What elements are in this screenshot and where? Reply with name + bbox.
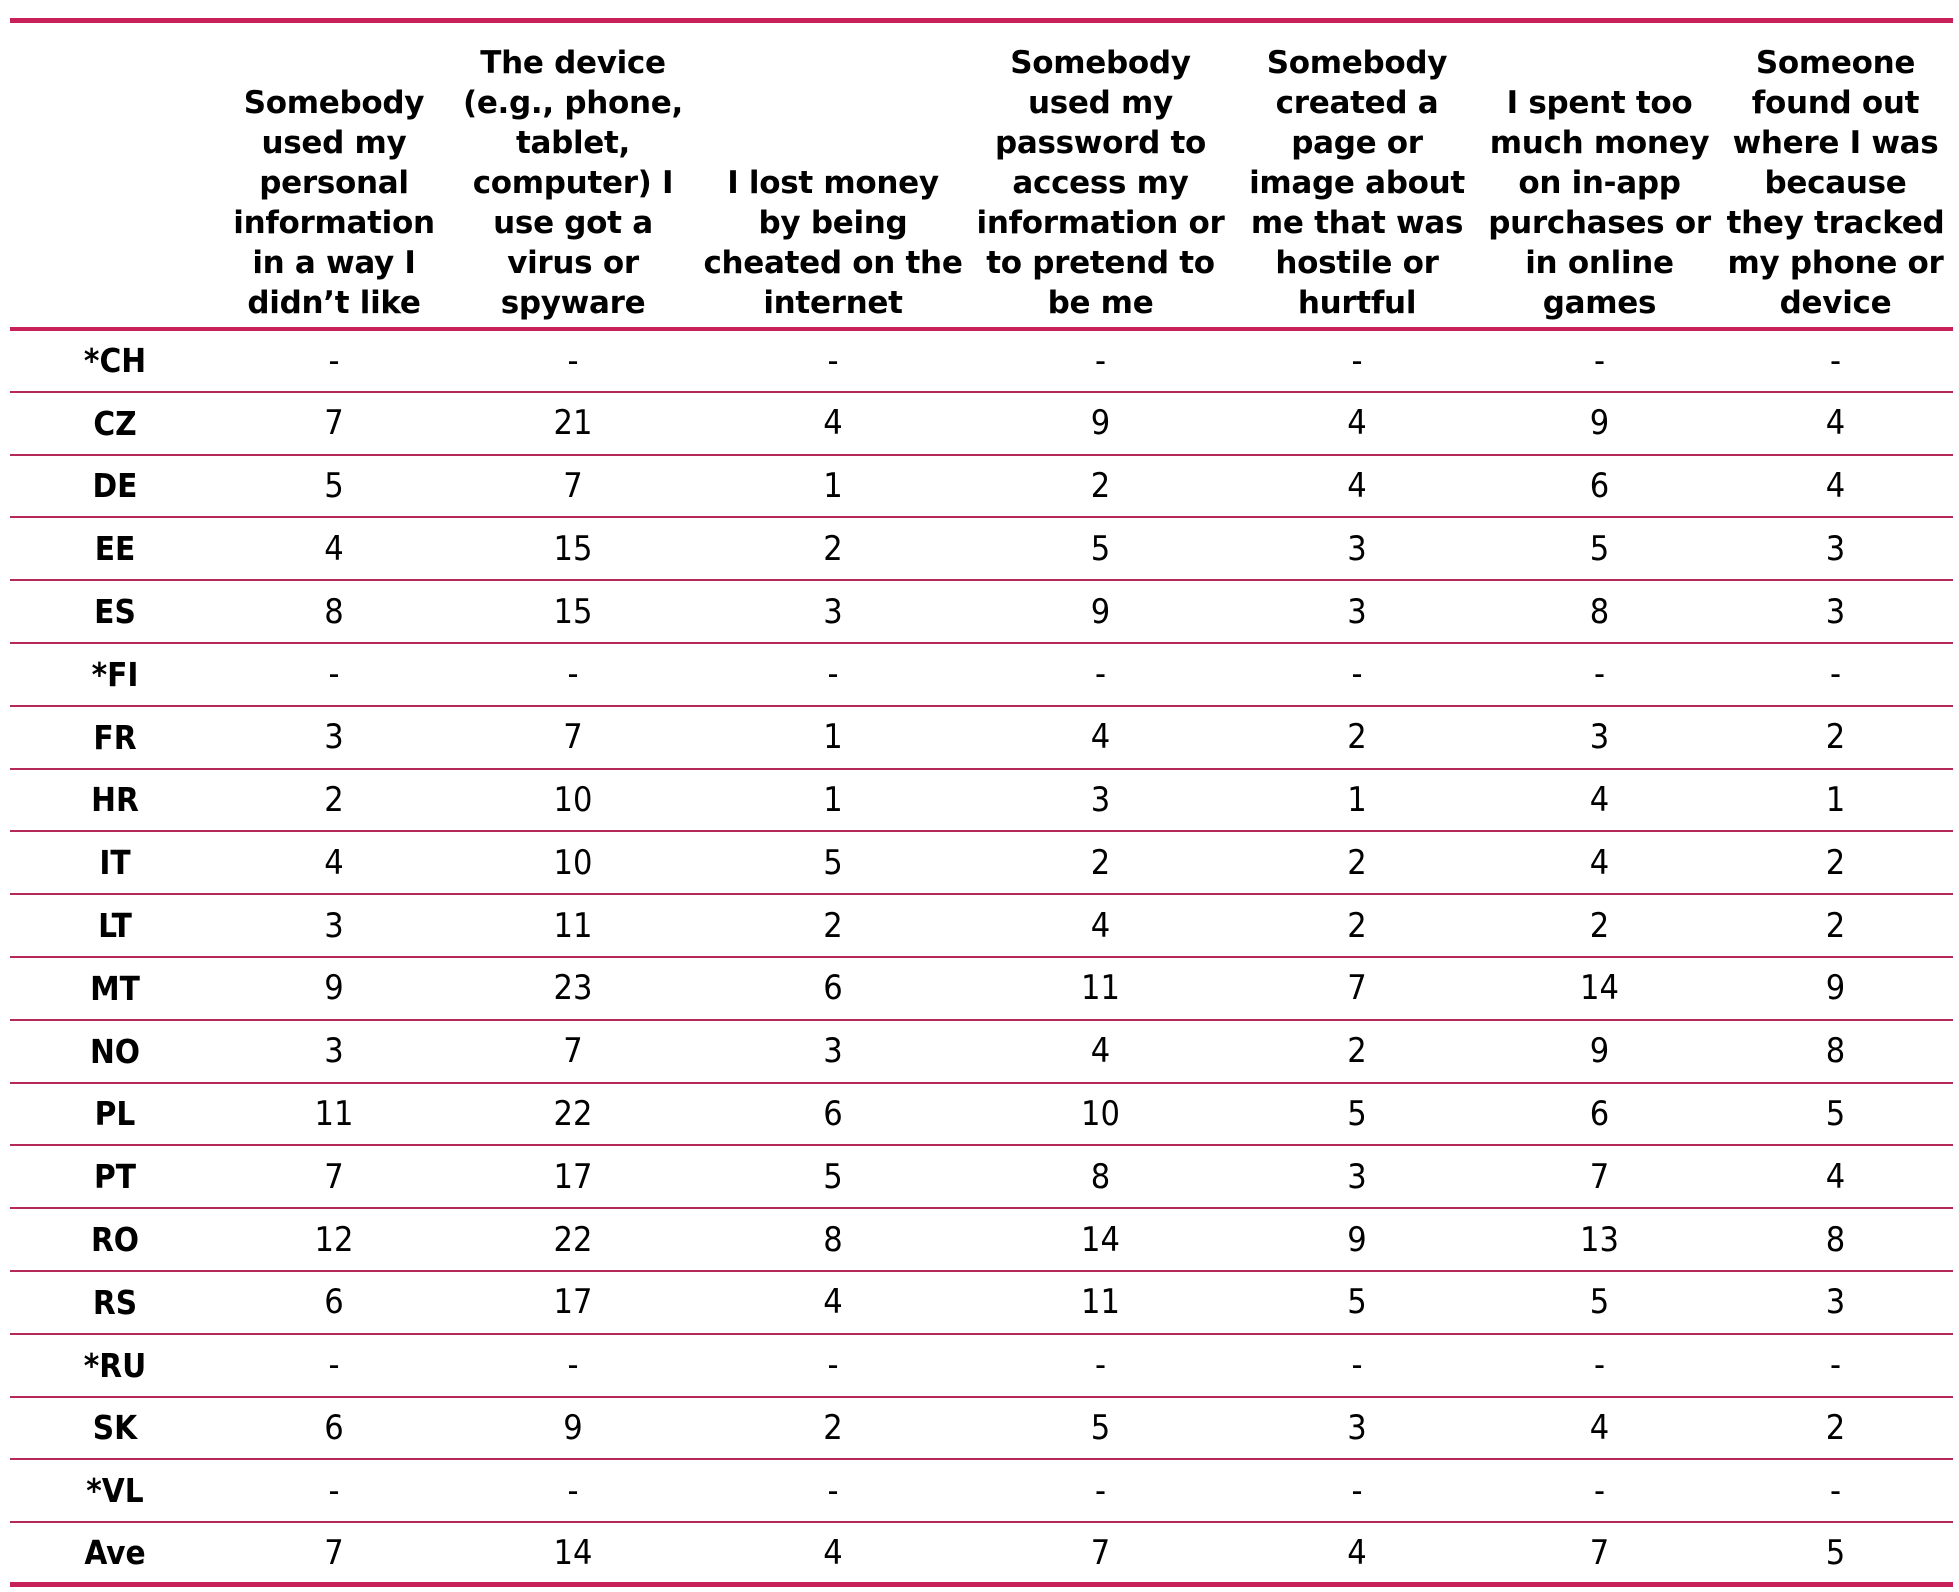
table-row [10,957,1953,1020]
value-cell-password-misuse: 3 [1090,779,1111,820]
value-cell-device-virus: 22 [553,1093,593,1134]
country-code-cell: FR [93,717,137,757]
country-code-cell: *CH [83,341,147,381]
value-cell-device-virus: - [567,340,579,381]
value-cell-personal-info-misuse: 3 [324,717,344,758]
value-cell-password-misuse: 11 [1081,968,1120,1009]
value-cell-hostile-page: 2 [1347,905,1367,946]
value-cell-location-tracked: 4 [1825,1156,1846,1197]
value-cell-device-virus: - [567,1345,579,1386]
value-cell-device-virus: 11 [553,905,593,946]
value-cell-personal-info-misuse: - [328,654,340,695]
value-cell-device-virus: 15 [553,528,593,569]
value-cell-hostile-page: - [1351,340,1363,381]
country-code-cell: ES [94,592,136,632]
value-cell-location-tracked: - [1829,1470,1842,1511]
value-cell-location-tracked: 5 [1825,1532,1846,1573]
value-cell-personal-info-misuse: - [328,1470,340,1511]
table-row [10,1083,1953,1146]
country-code-cell: HR [91,780,139,820]
value-cell-hostile-page: 4 [1347,1532,1367,1573]
table-row [10,831,1953,894]
value-cell-lost-money: 4 [823,1532,843,1573]
value-cell-device-virus: 23 [553,968,593,1009]
header-country [10,21,220,330]
value-cell-device-virus: 10 [553,842,593,883]
country-code-cell: *RU [83,1345,147,1385]
value-cell-device-virus: 7 [563,717,583,758]
value-cell-lost-money: 5 [823,842,843,883]
value-cell-personal-info-misuse: 3 [324,1031,344,1072]
header-personal-info-misuse: Somebody used my personal information in a way I didn’t like [233,85,435,321]
value-cell-hostile-page: - [1351,654,1363,695]
header-hostile-page: Somebody created a page or image about me that was hostile or hurtful [1249,45,1465,321]
header-location-tracked: Someone found out where I was because they tracked my phone or device [1726,45,1945,321]
value-cell-hostile-page: - [1351,1345,1363,1386]
country-code-cell: Ave [84,1533,146,1573]
value-cell-in-app-spending: 5 [1589,528,1610,569]
value-cell-personal-info-misuse: 11 [314,1093,354,1134]
value-cell-personal-info-misuse: 8 [324,591,344,632]
value-cell-in-app-spending: 3 [1589,717,1610,758]
value-cell-lost-money: - [827,1470,839,1511]
country-code-cell: LT [98,906,132,946]
country-code-cell: RO [90,1220,140,1260]
value-cell-personal-info-misuse: 3 [324,905,344,946]
value-cell-in-app-spending: 9 [1589,403,1610,444]
value-cell-device-virus: - [567,1470,579,1511]
value-cell-password-misuse: 7 [1090,1532,1111,1573]
value-cell-lost-money: 2 [823,1407,843,1448]
country-code-cell: SK [92,1408,138,1448]
table-row [10,329,1953,392]
value-cell-in-app-spending: 5 [1589,1282,1610,1323]
table-body [10,329,1953,1585]
results-table-container [10,18,1953,1587]
value-cell-personal-info-misuse: 4 [324,528,344,569]
value-cell-hostile-page: 3 [1347,1156,1367,1197]
value-cell-password-misuse: 9 [1090,403,1111,444]
value-cell-password-misuse: - [1094,1470,1107,1511]
country-code-cell: CZ [93,403,137,443]
value-cell-hostile-page: 2 [1347,1031,1367,1072]
value-cell-lost-money: 3 [823,1031,843,1072]
value-cell-lost-money: 8 [823,1219,843,1260]
value-cell-personal-info-misuse: 6 [324,1282,344,1323]
value-cell-lost-money: - [827,654,839,695]
value-cell-in-app-spending: 13 [1580,1219,1619,1260]
value-cell-password-misuse: 11 [1081,1282,1120,1323]
results-table [10,18,1953,1587]
value-cell-password-misuse: 8 [1090,1156,1111,1197]
country-code-cell: IT [99,843,131,883]
value-cell-in-app-spending: 7 [1589,1156,1610,1197]
value-cell-personal-info-misuse: 4 [324,842,344,883]
value-cell-password-misuse: - [1094,340,1107,381]
value-cell-location-tracked: - [1829,1345,1842,1386]
value-cell-password-misuse: 4 [1090,1031,1111,1072]
header-row [10,21,1953,330]
country-code-cell: NO [89,1031,141,1071]
header-lost-money: I lost money by being cheated on the internet [703,165,963,321]
value-cell-lost-money: 5 [823,1156,843,1197]
value-cell-location-tracked: 2 [1825,717,1846,758]
value-cell-personal-info-misuse: 7 [324,1156,344,1197]
value-cell-personal-info-misuse: - [328,340,340,381]
value-cell-password-misuse: 5 [1090,528,1111,569]
value-cell-in-app-spending: 14 [1580,968,1619,1009]
country-code-cell: DE [92,466,138,506]
value-cell-password-misuse: 2 [1090,842,1111,883]
value-cell-device-virus: 21 [553,403,593,444]
value-cell-hostile-page: 5 [1347,1282,1367,1323]
table-row [10,1145,1953,1208]
country-code-cell: *VL [86,1471,144,1511]
value-cell-lost-money: 2 [823,905,843,946]
value-cell-personal-info-misuse: 5 [324,465,344,506]
value-cell-in-app-spending: - [1593,1470,1606,1511]
value-cell-device-virus: 10 [553,779,593,820]
value-cell-hostile-page: 3 [1347,528,1367,569]
value-cell-lost-money: - [827,1345,839,1386]
table-row [10,580,1953,643]
value-cell-device-virus: 9 [563,1407,583,1448]
value-cell-in-app-spending: - [1593,654,1606,695]
value-cell-lost-money: 1 [823,779,843,820]
table-row [10,643,1953,706]
value-cell-in-app-spending: - [1593,1345,1606,1386]
country-code-cell: EE [94,529,136,569]
value-cell-in-app-spending: 4 [1589,779,1610,820]
value-cell-device-virus: - [567,654,579,695]
value-cell-location-tracked: 4 [1825,403,1846,444]
value-cell-password-misuse: 9 [1090,591,1111,632]
value-cell-password-misuse: 14 [1081,1219,1120,1260]
value-cell-hostile-page: 4 [1347,403,1367,444]
table-row [10,1208,1953,1271]
value-cell-lost-money: 2 [823,528,843,569]
value-cell-device-virus: 14 [553,1532,593,1573]
value-cell-location-tracked: 8 [1825,1219,1846,1260]
table-row [10,769,1953,832]
value-cell-location-tracked: 3 [1825,528,1846,569]
value-cell-location-tracked: 4 [1825,465,1846,506]
value-cell-in-app-spending: 8 [1589,591,1610,632]
value-cell-lost-money: 4 [823,403,843,444]
table-row [10,1522,1953,1585]
value-cell-location-tracked: 2 [1825,905,1846,946]
value-cell-password-misuse: - [1094,1345,1107,1386]
value-cell-password-misuse: 10 [1081,1093,1120,1134]
country-code-cell: PL [94,1094,136,1134]
value-cell-lost-money: 6 [823,968,843,1009]
value-cell-hostile-page: 9 [1347,1219,1367,1260]
value-cell-device-virus: 7 [563,465,583,506]
value-cell-personal-info-misuse: - [328,1345,340,1386]
table-row [10,517,1953,580]
value-cell-password-misuse: 4 [1090,717,1111,758]
value-cell-lost-money: 4 [823,1282,843,1323]
value-cell-location-tracked: 9 [1825,968,1846,1009]
table-row [10,1397,1953,1460]
value-cell-hostile-page: 4 [1347,465,1367,506]
value-cell-device-virus: 7 [563,1031,583,1072]
value-cell-location-tracked: 1 [1825,779,1846,820]
table-row [10,455,1953,518]
table-header [10,21,1953,330]
value-cell-personal-info-misuse: 7 [324,403,344,444]
value-cell-in-app-spending: 7 [1589,1532,1610,1573]
value-cell-in-app-spending: 4 [1589,1407,1610,1448]
value-cell-in-app-spending: 9 [1589,1031,1610,1072]
header-device-virus: The device (e.g., phone, tablet, computer) I use got a virus or spyware [462,45,684,321]
value-cell-password-misuse: 5 [1090,1407,1111,1448]
value-cell-location-tracked: 3 [1825,1282,1846,1323]
value-cell-personal-info-misuse: 12 [314,1219,354,1260]
value-cell-location-tracked: 8 [1825,1031,1846,1072]
value-cell-hostile-page: 5 [1347,1093,1367,1134]
table-row [10,1334,1953,1397]
value-cell-in-app-spending: - [1593,340,1606,381]
table-row [10,894,1953,957]
value-cell-lost-money: 1 [823,717,843,758]
value-cell-lost-money: 1 [823,465,843,506]
table-row [10,706,1953,769]
table-row [10,392,1953,455]
country-code-cell: MT [90,968,140,1008]
value-cell-device-virus: 17 [553,1282,593,1323]
value-cell-location-tracked: 5 [1825,1093,1846,1134]
table-row [10,1459,1953,1522]
value-cell-hostile-page: 3 [1347,1407,1367,1448]
value-cell-location-tracked: 2 [1825,842,1846,883]
value-cell-in-app-spending: 2 [1589,905,1610,946]
value-cell-in-app-spending: 6 [1589,1093,1610,1134]
value-cell-hostile-page: 2 [1347,717,1367,758]
value-cell-personal-info-misuse: 2 [324,779,344,820]
value-cell-hostile-page: - [1351,1470,1363,1511]
value-cell-lost-money: 6 [823,1093,843,1134]
value-cell-device-virus: 15 [553,591,593,632]
value-cell-personal-info-misuse: 6 [324,1407,344,1448]
value-cell-hostile-page: 7 [1347,968,1367,1009]
value-cell-password-misuse: 4 [1090,905,1111,946]
value-cell-in-app-spending: 4 [1589,842,1610,883]
value-cell-password-misuse: - [1094,654,1107,695]
value-cell-password-misuse: 2 [1090,465,1111,506]
header-password-misuse: Somebody used my password to access my information or to pretend to be me [976,45,1225,321]
value-cell-hostile-page: 2 [1347,842,1367,883]
value-cell-in-app-spending: 6 [1589,465,1610,506]
value-cell-hostile-page: 1 [1347,779,1367,820]
value-cell-personal-info-misuse: 7 [324,1532,344,1573]
value-cell-location-tracked: 3 [1825,591,1846,632]
header-in-app-spending: I spent too much money on in-app purchases or in online games [1488,85,1711,321]
value-cell-location-tracked: - [1829,654,1842,695]
table-row [10,1020,1953,1083]
value-cell-hostile-page: 3 [1347,591,1367,632]
value-cell-device-virus: 22 [553,1219,593,1260]
country-code-cell: *FI [91,654,139,694]
value-cell-device-virus: 17 [553,1156,593,1197]
country-code-cell: RS [92,1282,138,1322]
country-code-cell: PT [93,1157,136,1197]
value-cell-personal-info-misuse: 9 [324,968,344,1009]
value-cell-lost-money: 3 [823,591,843,632]
value-cell-location-tracked: - [1829,340,1842,381]
table-row [10,1271,1953,1334]
value-cell-lost-money: - [827,340,839,381]
value-cell-location-tracked: 2 [1825,1407,1846,1448]
